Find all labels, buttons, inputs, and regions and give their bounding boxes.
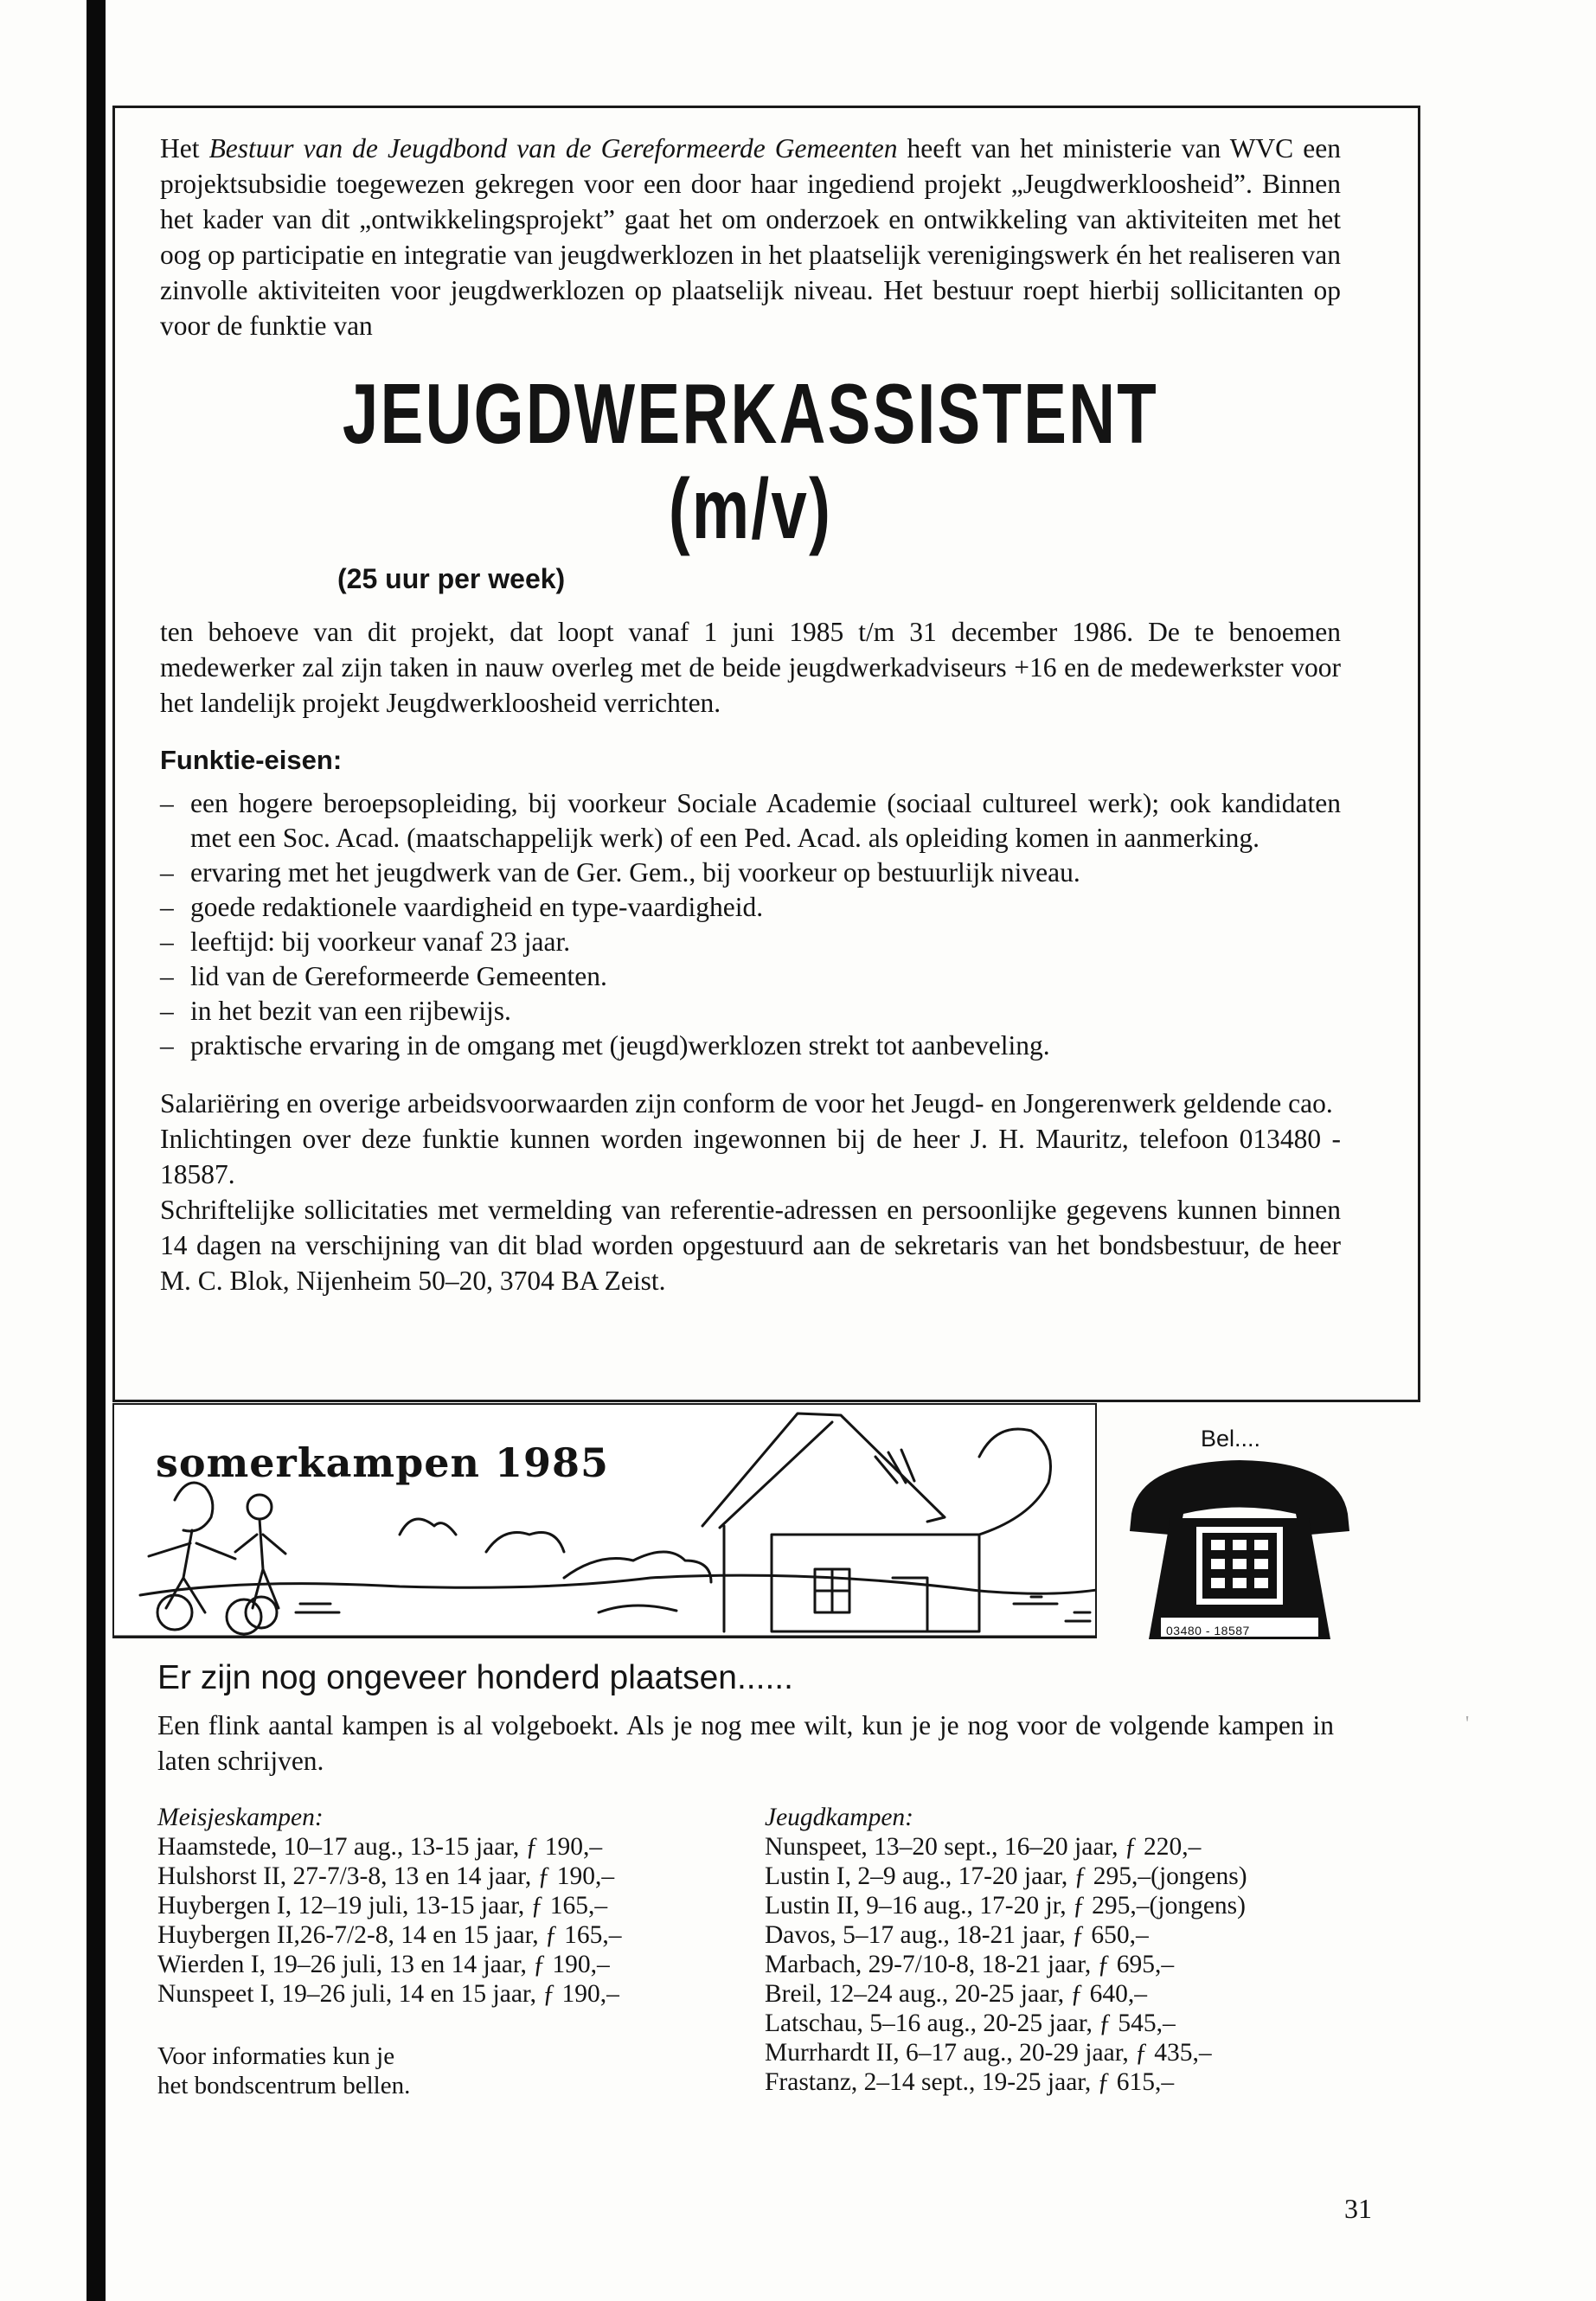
requirement-item: – ervaring met het jeugdwerk van de Ger. Gem., bij voorkeur op bestuurlijk niveau.	[160, 856, 1341, 890]
contact-paragraph: Inlichtingen over deze funktie kunnen worden ingewonnen bij de heer J. H. Mauritz, telefoon 013480 - 18587.	[160, 1124, 1341, 1189]
page-number: 31	[1344, 2193, 1372, 2224]
salary-paragraph: Salariëring en overige arbeidsvoorwaarden zijn conform de voor het Jeugd- en Jongerenwerk geldende cao.	[160, 1088, 1333, 1118]
telephone-icon	[1123, 1419, 1356, 1644]
info-line: het bondscentrum bellen.	[157, 2072, 411, 2099]
camp-item: Marbach, 29-7/10-8, 18-21 jaar, ƒ 695,–	[765, 1951, 1175, 1978]
camp-item: Davos, 5–17 aug., 18-21 jaar, ƒ 650,–	[765, 1921, 1149, 1949]
phone-label: Bel....	[1201, 1426, 1261, 1452]
requirement-item: – een hogere beroepsopleiding, bij voorkeur Sociale Academie (sociaal cultureel werk); ook kandidaten met een Soc. Acad. (maatschappelijk werk) of een Ped. Acad. als opleiding komen in aanmerking.	[160, 786, 1341, 856]
girls-camps-title: Meisjeskampen:	[157, 1804, 324, 1831]
phone-graphic	[1123, 1419, 1356, 1644]
requirement-item: – goede redaktionele vaardigheid en type-vaardigheid.	[160, 890, 1341, 925]
camps-intro: Een flink aantal kampen is al volgeboekt. Als je nog mee wilt, kun je je nog voor de volgende kampen in laten schrijven.	[157, 1710, 1334, 1776]
requirement-item: – lid van de Gereformeerde Gemeenten.	[160, 959, 1341, 994]
binding-edge	[87, 0, 106, 2301]
requirements-heading: Funktie-eisen:	[160, 745, 343, 775]
camp-item: Hulshorst II, 27-7/3-8, 13 en 14 jaar, ƒ 190,–	[157, 1862, 615, 1890]
requirements-list	[160, 786, 1341, 1063]
intro-paragraph	[160, 131, 1341, 343]
camp-item: Wierden I, 19–26 juli, 13 en 14 jaar, ƒ 190,–	[157, 1951, 610, 1978]
banner-title: somerkampen 1985	[156, 1439, 610, 1486]
intro-text-start: Het	[160, 133, 209, 163]
intro-organisation: Bestuur van de Jeugdbond van de Gereformeerde Gemeenten	[208, 133, 898, 163]
youth-camps-column	[765, 1803, 1362, 2097]
hours-subheadline: (25 uur per week)	[337, 563, 566, 594]
application-paragraph: Schriftelijke sollicitaties met vermelding van referentie-adressen en persoonlijke gegevens kunnen binnen 14 dagen na verschijning van dit blad worden opgestuurd aan de sekretaris van het bondsbestuur, de heer M. C. Blok, Nijenheim 50–20, 3704 BA Zeist.	[160, 1195, 1341, 1296]
camp-illustration	[114, 1405, 1097, 1638]
camp-item: Lustin II, 9–16 aug., 17-20 jr, ƒ 295,–(jongens)	[765, 1892, 1246, 1920]
phone-number: 03480 - 18587	[1166, 1624, 1250, 1638]
info-note	[157, 2041, 754, 2100]
job-description: ten behoeve van dit projekt, dat loopt vanaf 1 juni 1985 t/m 31 december 1986. De te benoemen medewerker zal zijn taken in nauw overleg met de beide jeugdwerkadviseurs +16 en de medewerkster voor het landelijk projekt Jeugdwerkloosheid verrichten.	[160, 617, 1341, 718]
camp-banner	[112, 1403, 1097, 1638]
requirement-item: – in het bezit van een rijbewijs.	[160, 994, 1341, 1029]
camp-item: Latschau, 5–16 aug., 20-25 jaar, ƒ 545,–	[765, 2009, 1176, 2037]
camp-item: Breil, 12–24 aug., 20-25 jaar, ƒ 640,–	[765, 1980, 1148, 2008]
info-line: Voor informaties kun je	[157, 2042, 395, 2070]
camp-item: Frastanz, 2–14 sept., 19-25 jaar, ƒ 615,–	[765, 2068, 1175, 2096]
requirement-item: – leeftijd: bij voorkeur vanaf 23 jaar.	[160, 925, 1341, 959]
camp-item: Nunspeet, 13–20 sept., 16–20 jaar, ƒ 220,–	[765, 1833, 1202, 1861]
closing-block	[160, 1086, 1341, 1298]
job-title-headline: JEUGDWERKASSISTENT (m/v)	[342, 366, 1159, 556]
girls-camps-column	[157, 1803, 754, 2100]
margin-mark: '	[1465, 1713, 1470, 1735]
youth-camps-title: Jeugdkampen:	[765, 1804, 914, 1831]
camp-item: Murrhardt II, 6–17 aug., 20-29 jaar, ƒ 435,–	[765, 2039, 1212, 2067]
camp-item: Haamstede, 10–17 aug., 13-15 jaar, ƒ 190,–	[157, 1833, 603, 1861]
camp-item: Lustin I, 2–9 aug., 17-20 jaar, ƒ 295,–(jongens)	[765, 1862, 1247, 1890]
camps-intro-section	[157, 1659, 1334, 1779]
requirement-item: – praktische ervaring in de omgang met (jeugd)werklozen strekt tot aanbeveling.	[160, 1029, 1341, 1063]
camp-item: Huybergen I, 12–19 juli, 13-15 jaar, ƒ 165,–	[157, 1892, 608, 1920]
intro-text-rest: heeft van het ministerie van WVC een projektsubsidie toegewezen gekregen voor een door haar ingediend projekt „Jeugdwerkloosheid”. Binnen het kader van dit „ontwikkelingsprojekt” gaat het om onderzoek en ontwikkeling van aktiviteiten met het oog op participatie en integratie van jeugdwerklozen in het plaatselijk verenigingswerk én het realiseren van zinvolle aktiviteiten voor jeugdwerklozen op plaatselijk niveau. Het bestuur roept hierbij sollicitanten op voor de funktie van	[160, 133, 1341, 341]
camp-item: Huybergen II,26-7/2-8, 14 en 15 jaar, ƒ 165,–	[157, 1921, 622, 1949]
camp-item: Nunspeet I, 19–26 juli, 14 en 15 jaar, ƒ 190,–	[157, 1980, 619, 2008]
camps-headline: Er zijn nog ongeveer honderd plaatsen......	[157, 1659, 793, 1696]
job-ad-box	[112, 106, 1420, 1402]
